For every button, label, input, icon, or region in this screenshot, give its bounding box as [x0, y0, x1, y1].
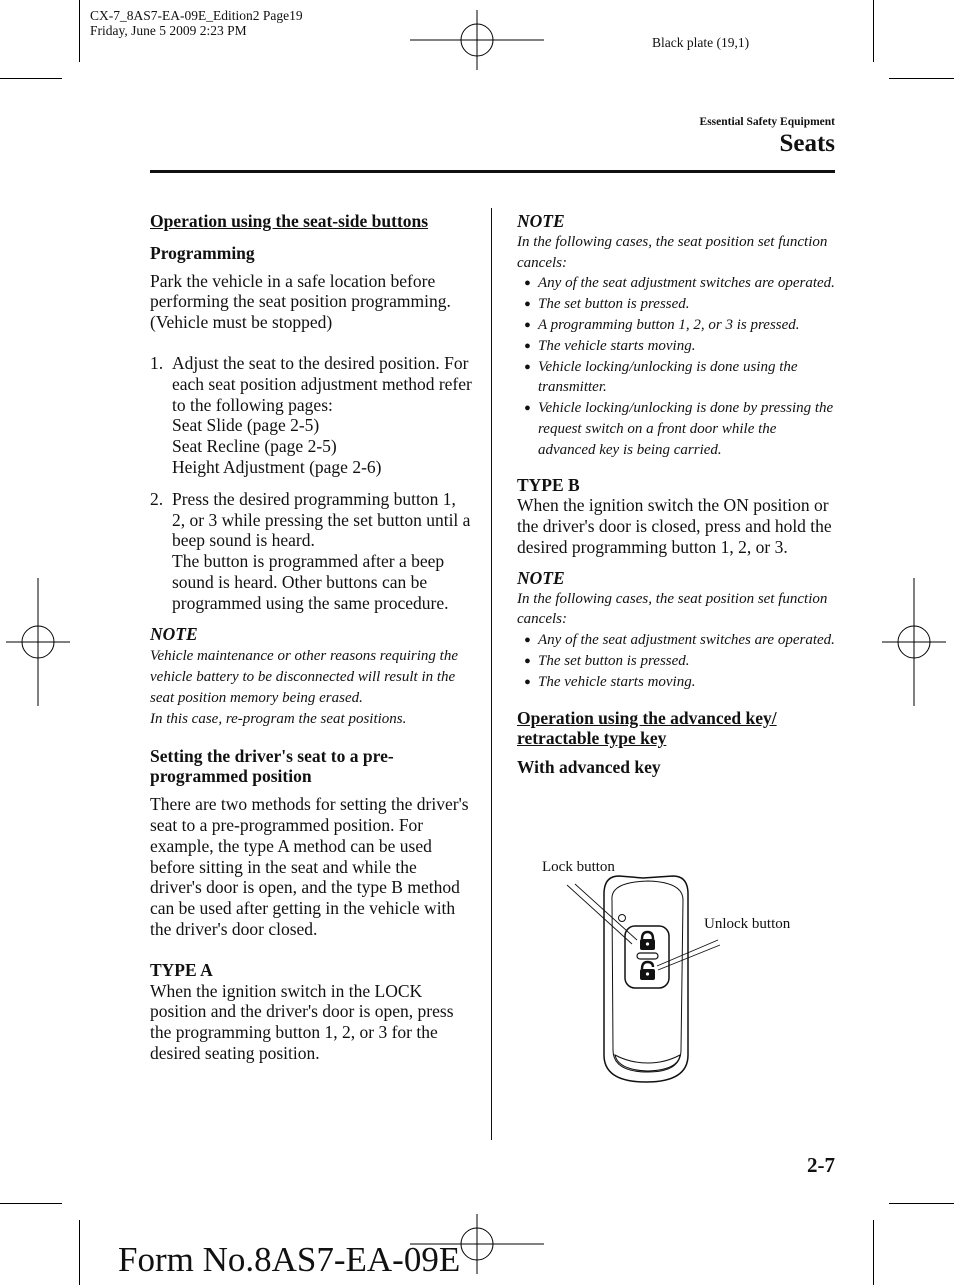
- column-divider: [491, 208, 492, 1140]
- left-column: [150, 211, 472, 1064]
- step-number: 2.: [150, 488, 164, 509]
- bullet-icon: ●: [524, 277, 531, 290]
- heading-programming: Programming: [150, 242, 255, 263]
- crop-mark: [0, 78, 62, 79]
- bullet-icon: ●: [524, 339, 531, 352]
- note-heading: NOTE: [517, 567, 565, 588]
- page-reference: Seat Recline (page 2-5): [172, 436, 337, 457]
- note-heading: NOTE: [517, 211, 565, 231]
- file-line: CX-7_8AS7-EA-09E_Edition2 Page19: [90, 8, 303, 23]
- intro-text: Park the vehicle in a safe location before performing the seat position programming. (Vehicle must be stopped): [150, 270, 451, 333]
- note-bullet: ● The set button is pressed.: [517, 651, 837, 672]
- note-bullet: ● Vehicle locking/unlocking is done by pressing the request switch on a front door while the advanced key is being carried.: [517, 398, 837, 460]
- bullet-icon: ●: [524, 675, 531, 688]
- date-line: Friday, June 5 2009 2:23 PM: [90, 23, 247, 38]
- crop-mark: [889, 78, 954, 79]
- crop-mark: [79, 0, 80, 62]
- bullet-icon: ●: [524, 654, 531, 667]
- page-reference: Height Adjustment (page 2-6): [172, 456, 382, 477]
- type-a-heading: TYPE A: [150, 959, 213, 980]
- note-bullet: ● Any of the seat adjustment switches are operated.: [517, 630, 837, 651]
- heading-with-advanced-key: With advanced key: [517, 757, 661, 778]
- unlock-button-label: Unlock button: [704, 916, 791, 932]
- heading-seat-side-buttons: Operation using the seat-side buttons: [150, 211, 429, 231]
- bullet-icon: ●: [524, 634, 531, 647]
- note-intro: In the following cases, the seat position set function cancels:: [517, 233, 828, 271]
- note-text: In this case, re-program the seat positions.: [150, 710, 407, 727]
- bullet-icon: ●: [524, 360, 531, 373]
- crop-mark: [889, 1203, 954, 1204]
- step-text: The button is programmed after a beep sound is heard. Other buttons can be programmed using the same procedure.: [172, 551, 449, 613]
- bullet-icon: ●: [524, 318, 531, 331]
- note-bullet: ● Any of the seat adjustment switches are operated.: [517, 273, 837, 294]
- file-info: [90, 8, 303, 38]
- setting-text: There are two methods for setting the driver's seat to a pre-programmed position. For example, the type A method can be used before sitting in the seat and while the driver's door is open, and the type B method can be used after getting in the vehicle with the driver's door closed.: [150, 794, 469, 939]
- registration-mark-top: [410, 10, 544, 70]
- registration-mark-right: [882, 578, 946, 706]
- note-bullet: ● The set button is pressed.: [517, 294, 837, 315]
- plate-label: Black plate (19,1): [652, 35, 750, 50]
- registration-mark-left: [6, 578, 70, 706]
- step-text: Adjust the seat to the desired position. For each seat position adjustment method refer to the following pages:: [172, 352, 472, 415]
- bullet-icon: ●: [524, 298, 531, 311]
- note-bullet: ● A programming button 1, 2, or 3 is pressed.: [517, 315, 837, 336]
- note-heading: NOTE: [150, 623, 198, 644]
- type-b-text: When the ignition switch the ON position or the driver's door is closed, press and hold the desired programming button 1, 2, or 3.: [517, 495, 832, 557]
- form-number: Form No.8AS7-EA-09E: [118, 1240, 461, 1279]
- note-bullet: ● Vehicle locking/unlocking is done using the transmitter.: [517, 357, 837, 399]
- note-text: Vehicle maintenance or other reasons requiring the vehicle battery to be disconnected will result in the seat position memory being erased.: [150, 648, 458, 706]
- step-2: [150, 489, 472, 614]
- type-a-text: When the ignition switch in the LOCK position and the driver's door is open, press the programming button 1, 2, or 3 for the desired seating position.: [150, 980, 454, 1063]
- crop-mark: [873, 1220, 874, 1285]
- bullet-icon: ●: [524, 402, 531, 415]
- page-title: Seats: [779, 130, 835, 157]
- heading-setting-preprogrammed: Setting the driver's seat to a pre-programmed position: [150, 745, 394, 787]
- crop-mark: [79, 1220, 80, 1285]
- step-text: Press the desired programming button 1, 2, or 3 while pressing the set button until a beep sound is heard.: [172, 488, 471, 551]
- heading-advanced-key: Operation using the advanced key/ retractable type key: [517, 707, 777, 749]
- note-bullet: ● The vehicle starts moving.: [517, 672, 837, 693]
- crop-mark: [873, 0, 874, 62]
- title-rule: [150, 170, 835, 173]
- crop-mark: [0, 1203, 62, 1204]
- right-column: [517, 211, 837, 778]
- lock-button-label: Lock button: [542, 859, 615, 875]
- note-intro: In the following cases, the seat position set function cancels:: [517, 590, 828, 628]
- page-reference: Seat Slide (page 2-5): [172, 415, 320, 436]
- page-number: 2-7: [807, 1153, 835, 1177]
- note-bullet: ● The vehicle starts moving.: [517, 336, 837, 357]
- section-label: Essential Safety Equipment: [699, 116, 835, 128]
- step-1: [150, 353, 472, 478]
- step-number: 1.: [150, 352, 164, 373]
- advanced-key-illustration: [540, 870, 830, 1090]
- type-b-heading: TYPE B: [517, 474, 580, 495]
